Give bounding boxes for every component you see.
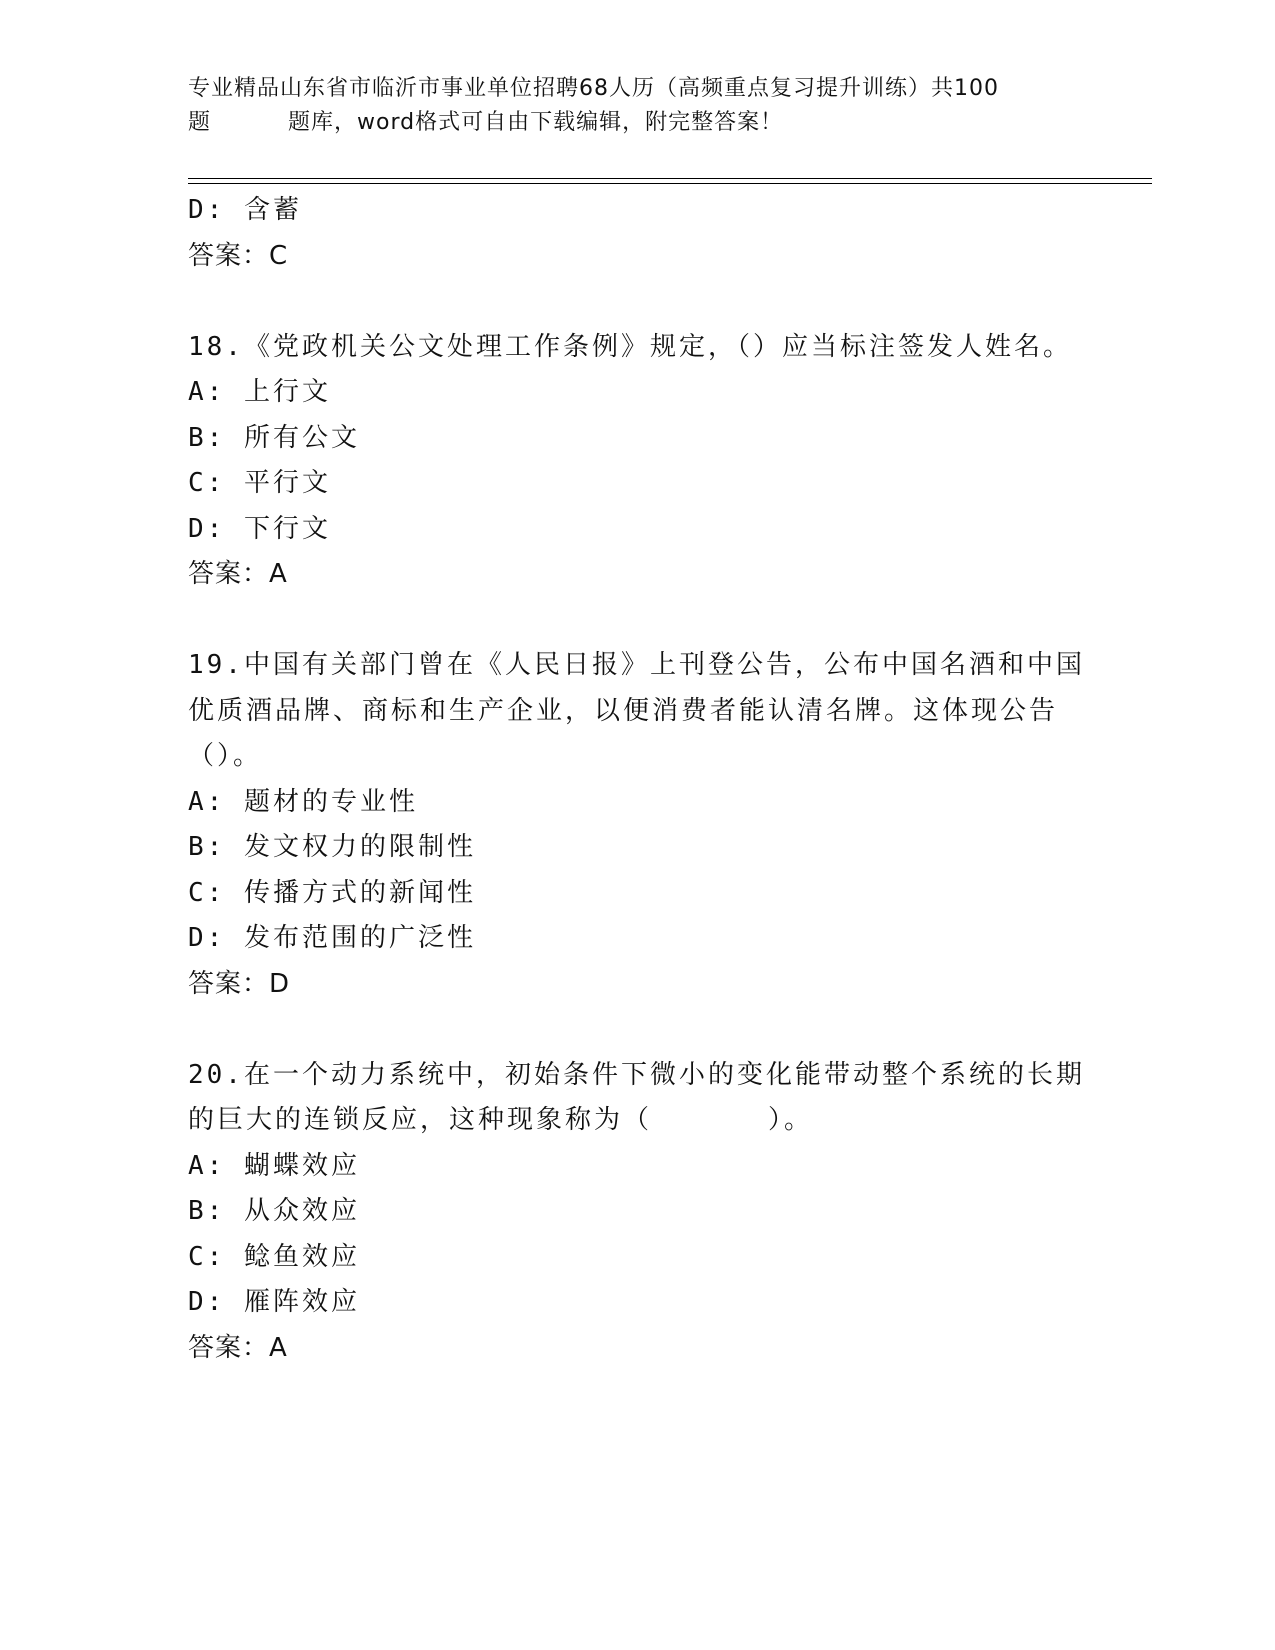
header-divider-top xyxy=(188,178,1152,179)
answer-line: 答案：A xyxy=(188,1332,288,1363)
header-title-line2 xyxy=(188,106,1088,140)
header-divider-bottom xyxy=(188,183,1152,184)
answer-line: 答案：A xyxy=(188,559,288,589)
option-a: A: 上行文 xyxy=(188,377,331,407)
option-b: B: 从众效应 xyxy=(188,1196,360,1226)
spacer xyxy=(188,279,1088,325)
header-title-line1: 专业精品山东省市临沂市事业单位招聘68人历（高频重点复习提升训练）共100 xyxy=(188,76,999,101)
question-stem: 18.《党政机关公文处理工作条例》规定，（）应当标注签发人姓名。 xyxy=(188,331,1072,362)
option-d: D: 雁阵效应 xyxy=(188,1287,360,1317)
question-stem: 19.中国有关部门曾在《人民日报》上刊登公告，公布中国名酒和中国优质酒品牌、商标和生产企业，以便消费者能认清名牌。这体现公告（）。 xyxy=(188,650,1085,771)
option-a: A: 题材的专业性 xyxy=(188,786,418,817)
spacer xyxy=(188,598,1088,644)
document-header xyxy=(188,72,1088,140)
option-b: B: 所有公文 xyxy=(188,422,360,453)
question-19 xyxy=(188,643,1088,1007)
previous-question-tail xyxy=(188,188,1088,279)
question-stem: 20.在一个动力系统中，初始条件下微小的变化能带动整个系统的长期的巨大的连锁反应，这种现象称为（ ）。 xyxy=(188,1059,1085,1135)
option-a: A: 蝴蝶效应 xyxy=(188,1150,360,1181)
option-d: D: 发布范围的广泛性 xyxy=(188,923,476,953)
option-d: D: 含蓄 xyxy=(188,195,302,225)
option-c: C: 鲶鱼效应 xyxy=(188,1241,360,1272)
option-c: C: 平行文 xyxy=(188,468,331,498)
spacer xyxy=(188,1007,1088,1053)
question-18 xyxy=(188,325,1088,598)
option-b: B: 发文权力的限制性 xyxy=(188,832,476,862)
option-d: D: 下行文 xyxy=(188,513,331,544)
answer-line: 答案：D xyxy=(188,968,291,999)
header-title-line2-text: 题库，word格式可自由下载编辑，附完整答案！ xyxy=(288,110,784,135)
header-title-line2-prefix: 题 xyxy=(188,110,212,135)
question-20 xyxy=(188,1053,1088,1372)
option-c: C: 传播方式的新闻性 xyxy=(188,877,476,908)
question-list xyxy=(188,188,1088,1371)
answer-line: 答案：C xyxy=(188,240,289,271)
